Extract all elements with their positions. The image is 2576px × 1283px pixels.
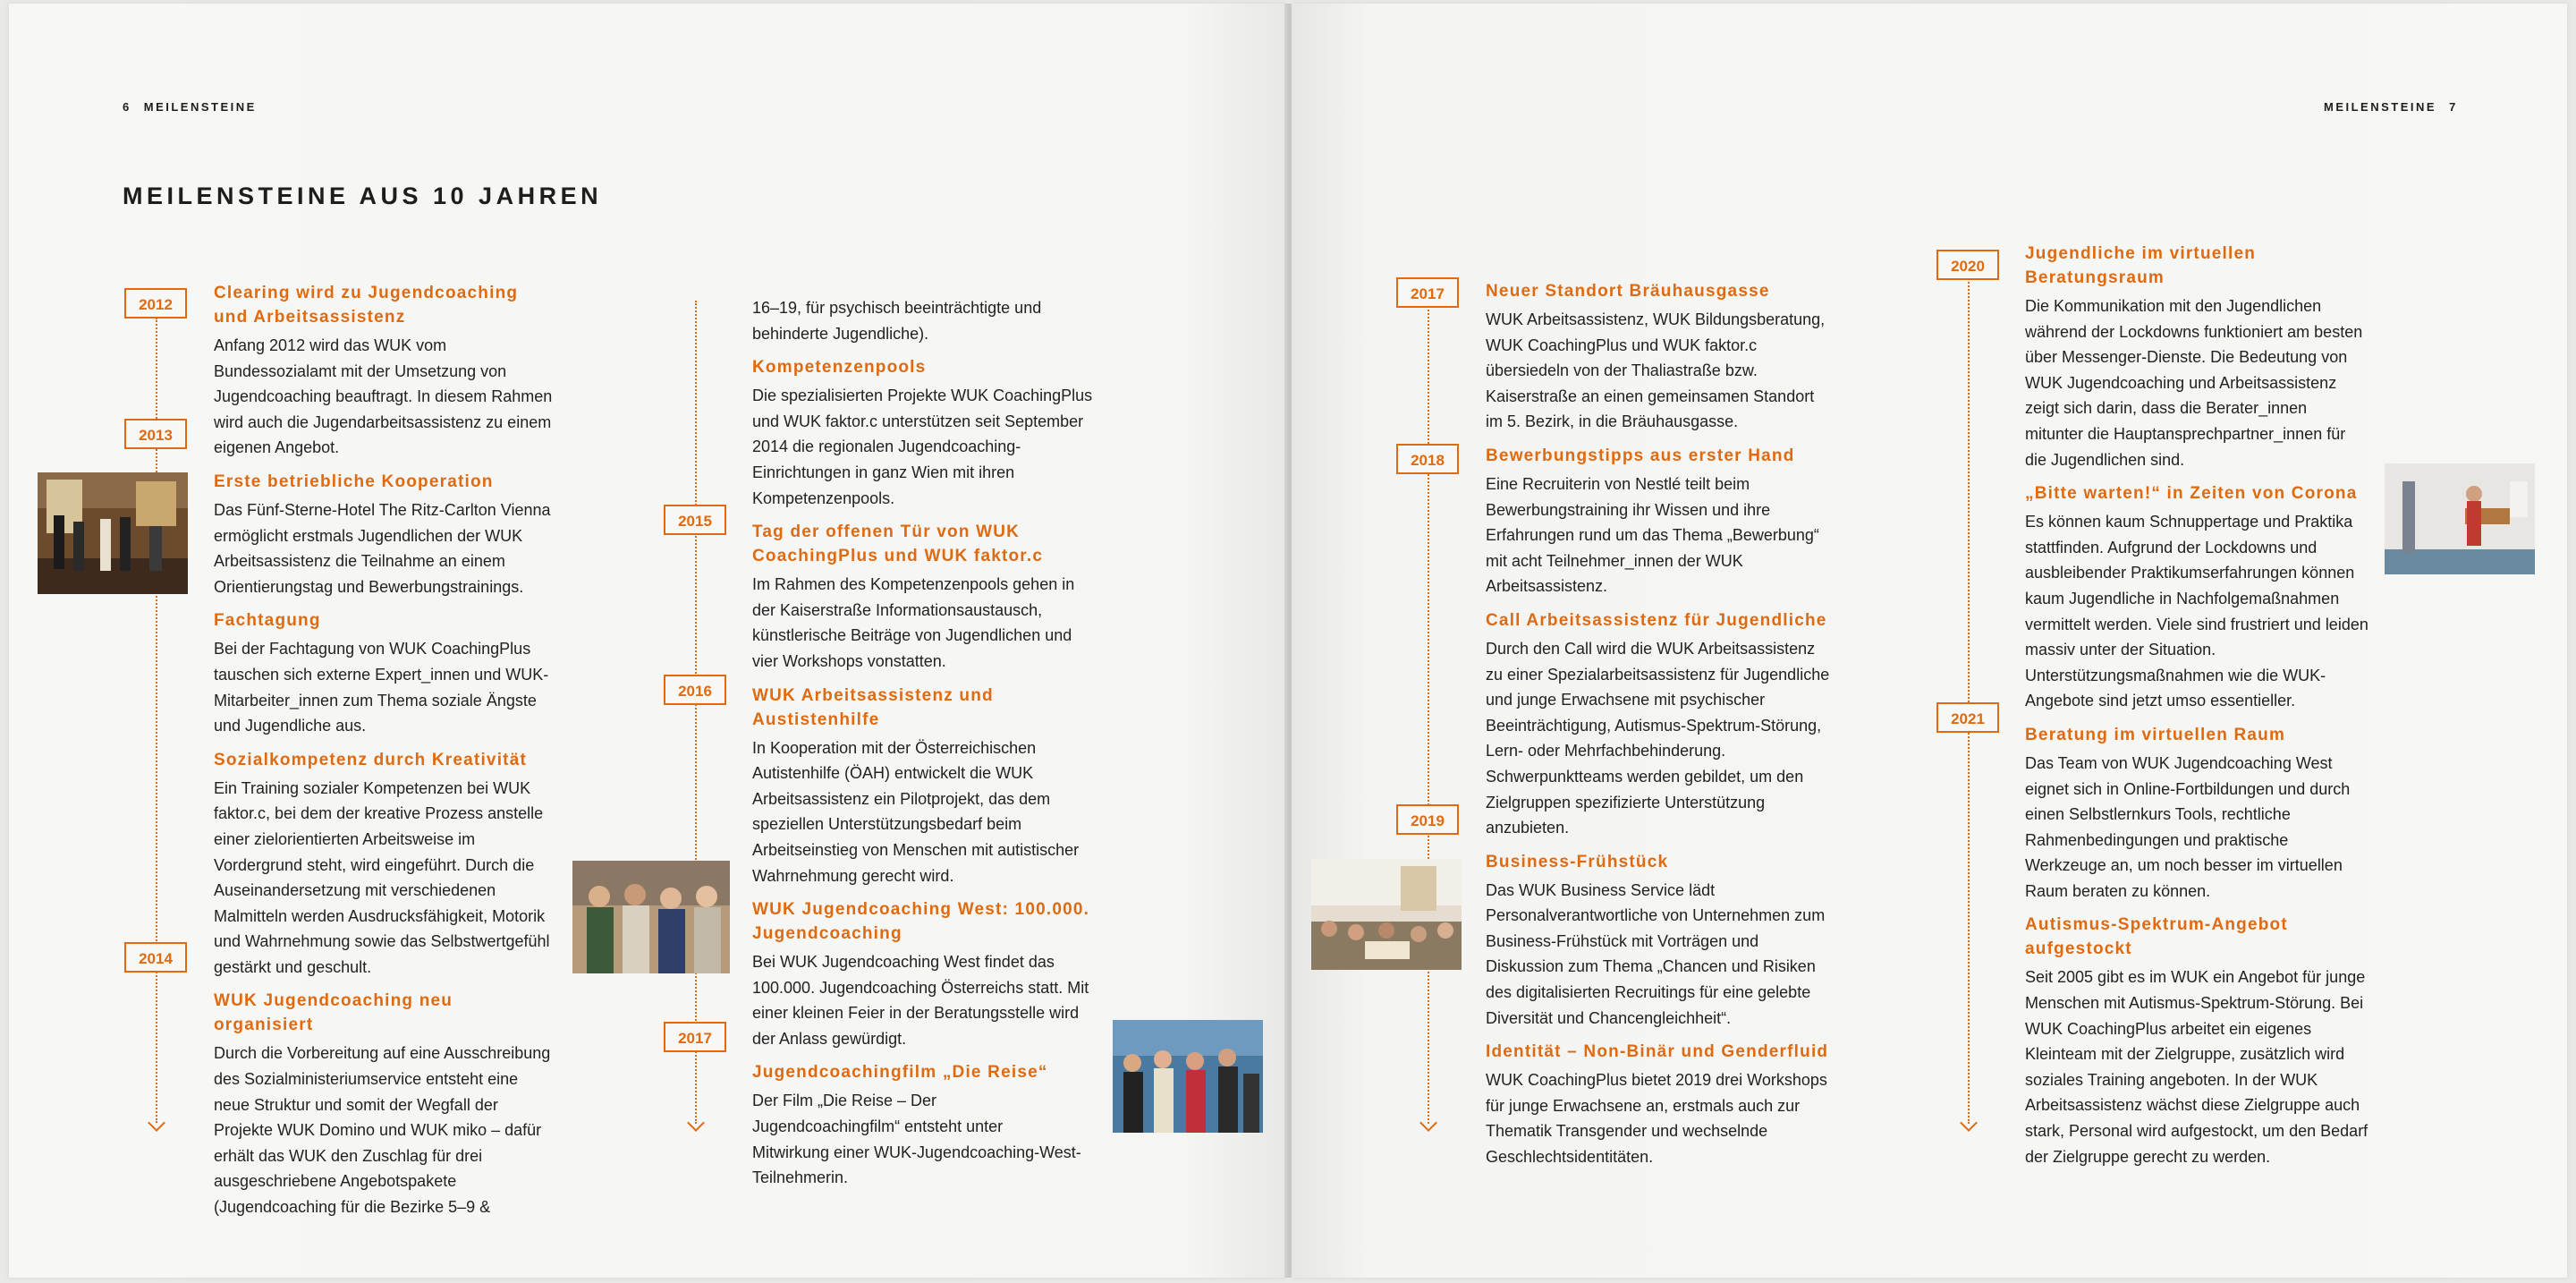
milestone-text: Eine Recruiterin von Nestlé teilt beim Bewerbungstraining ihr Wissen und ihre Erfahrungen rund um das Thema „Bewerbung“ mit acht Teilnehmer_innen der WUK Arbeitsassistenz. [1486,474,1819,596]
milestone-entry [214,470,554,599]
year-box-2017: 2017 [1396,277,1459,308]
milestone-text: Das WUK Business Service lädt Personalverantwortliche von Unternehmen zum Business-Frühstück mit Vorträgen und Diskussion zum Thema „Chancen und Risiken des digitalisierten Recruitings für eine gelebte Diversität und Chancengleichheit“. [1486,880,1826,1027]
milestone-text: Ein Training sozialer Kompetenzen bei WUK faktor.c, bei dem der kreative Prozess anstelle einer zielorientierten Arbeitsweise im Vordergrund steht, wird eingeführt. Durch die Auseinandersetzung mit verschiedenen Malmitteln werden Ausdrucksfähigkeit, Motorik und Wahrnehmung sowie das Selbstwertgefühl gestärkt und geschult. [214,778,550,976]
column-1 [214,281,554,1229]
page-number-right: 7 [2449,100,2458,114]
milestone-entry [2025,242,2369,472]
milestone-text: Bei WUK Jugendcoaching West findet das 100.000. Jugendcoaching Österreichs statt. Mit einer kleinen Feier in der Beratungsstelle wird der Anlass gewürdigt. [752,953,1089,1048]
milestone-text: Die spezialisierten Projekte WUK CoachingPlus und WUK faktor.c unterstützen seit September 2014 die regionalen Jugendcoaching-Einrichtungen in ganz Wien mit ihren Kompetenzenpools. [752,387,1093,507]
photo-business-breakfast [1311,859,1462,970]
year-box-2020: 2020 [1936,250,1999,280]
milestone-heading: Sozialkompetenz durch Kreativität [214,750,528,769]
column-3 [1486,279,1830,1179]
milestone-text: WUK Arbeitsassistenz, WUK Bildungsberatung, WUK CoachingPlus und WUK faktor.c übersiedeln von der Thaliastraße bzw. Kaiserstraße an einen gemeinsamen Standort im 5. Bezirk, in die Bräuhausgasse. [1486,310,1826,431]
year-box-2013: 2013 [124,419,187,449]
right-page [1292,4,2567,1278]
milestone-heading: Neuer Standort Bräuhausgasse [1486,282,1770,301]
milestone-heading: Autismus-Spektrum-Angebot aufgestockt [2025,915,2288,959]
milestone-entry [1486,444,1830,599]
milestone-text: 16–19, für psychisch beeinträchtigte und behinderte Jugendliche). [752,299,1042,343]
milestone-entry [752,684,1097,889]
milestone-entry [1486,279,1830,435]
milestone-text: Bei der Fachtagung von WUK CoachingPlus tauschen sich externe Expert_innen und WUK-Mitarbeiter_innen zum Thema soziale Ängste und Jugendliche aus. [214,640,549,735]
milestone-text: In Kooperation mit der Österreichischen Autistenhilfe (ÖAH) entwickelt die WUK Arbeitsassistenz ein Pilotprojekt, das dem speziellen Unterstützungsbedarf beim Arbeitseinstieg von Menschen mit autistischer Wahrnehmung gerecht wird. [752,738,1080,885]
milestone-entry [2025,481,2369,714]
running-title-left: MEILENSTEINE [143,100,257,114]
running-head-left [123,100,257,114]
photo-hotel-lobby [38,472,188,594]
milestone-heading: „Bitte warten!“ in Zeiten von Corona [2025,484,2358,504]
milestone-entry [752,355,1097,511]
milestone-heading: Identität – Non-Binär und Genderfluid [1486,1042,1829,1062]
milestone-entry [752,520,1097,674]
milestone-heading: Fachtagung [214,611,321,631]
milestone-heading: Business-Frühstück [1486,852,1669,871]
milestone-heading: Erste betriebliche Kooperation [214,472,494,491]
year-box-2021: 2021 [1936,702,1999,733]
milestone-text: Das Fünf-Sterne-Hotel The Ritz-Carlton Vienna ermöglicht erstmals Jugendlichen der WUK Arbeitsassistenz die Teilnahme an einem Orientierungstag und Bewerbungstrainings. [214,500,551,596]
page-title: MEILENSTEINE AUS 10 JAHREN [123,183,603,209]
milestone-text: WUK CoachingPlus bietet 2019 drei Workshops für junge Erwachsene an, erstmals auch zur Thematik Transgender und wechselnde Geschlechtsidentitäten. [1486,1071,1827,1167]
milestone-heading: Jugendliche im virtuellen Beratungsraum [2025,244,2257,287]
year-box-2018: 2018 [1396,444,1459,474]
year-box-2015: 2015 [664,505,726,535]
milestone-heading: Bewerbungstipps aus erster Hand [1486,446,1795,465]
timeline-line-4 [1968,265,1970,1124]
page-number-left: 6 [123,100,131,114]
milestone-text: Durch den Call wird die WUK Arbeitsassistenz zu einer Spezialarbeitsassistenz für Jugendliche und junge Erwachsene mit psychischer Beeinträchtigung, Autismus-Spektrum-Störung, Lern- oder Mehrfachbehinderung. Schwerpunktteams werden gebildet, um den Zielgruppen spezifizierte Unterstützung anzubieten. [1486,639,1830,837]
milestone-text: Es können kaum Schnuppertage und Praktika stattfinden. Aufgrund der Lockdowns und ausbleibender Praktikumserfahrungen können kaum Jugendliche in Nachfolgemaßnahmen vermittelt werden. Viele sind frustriert und leiden massiv unter der Situation. Unterstützungsmaßnahmen wie die WUK-Angebote sind jetzt umso essentieller. [2025,513,2368,710]
milestone-entry [214,281,554,461]
photo-open-day [572,861,730,973]
milestone-heading: WUK Jugendcoaching West: 100.000. Jugendcoaching [752,900,1090,944]
milestone-entry [1486,608,1830,841]
milestone-entry [752,295,1097,346]
year-box-2016: 2016 [664,675,726,705]
milestone-text: Im Rahmen des Kompetenzenpools gehen in der Kaiserstraße Informationsaustausch, künstlerische Beiträge von Jugendlichen und vier Workshops vonstatten. [752,575,1075,670]
milestone-entry [214,989,554,1219]
column-2 [752,295,1097,1200]
milestone-entry [214,608,554,738]
column-4 [2025,242,2369,1178]
timeline-line-3 [1428,292,1429,1124]
milestone-entry [1486,850,1830,1032]
milestone-text: Die Kommunikation mit den Jugendlichen während der Lockdowns funktioniert am besten über Messenger-Dienste. Die Bedeutung von WUK Jugendcoaching und Arbeitsassistenz zeigt sich darin, dass die Berater_innen mitunter die Hauptansprechpartner_innen für die Jugendlichen sind. [2025,297,2363,469]
milestone-heading: Tag der offenen Tür von WUK CoachingPlus und WUK faktor.c [752,523,1044,566]
year-box-2017a: 2017 [664,1022,726,1052]
milestone-heading: Call Arbeitsassistenz für Jugendliche [1486,610,1827,630]
milestone-text: Durch die Vorbereitung auf eine Ausschreibung des Sozialministeriumservice entsteht eine neue Struktur und somit der Wegfall der Projekte WUK Domino und WUK miko – dafür erhält das WUK den Zuschlag für drei ausgeschriebene Angebotspakete (Jugendcoaching für die Bezirke 5–9 & [214,1044,551,1217]
milestone-heading: Kompetenzenpools [752,358,927,378]
year-box-2014: 2014 [124,942,187,973]
timeline-line-2 [695,301,697,1124]
photo-film-team [1113,1020,1263,1133]
milestone-heading: Jugendcoachingfilm „Die Reise“ [752,1063,1048,1083]
milestone-entry [752,1060,1092,1190]
milestone-text: Der Film „Die Reise – Der Jugendcoachingfilm“ entsteht unter Mitwirkung einer WUK-Jugendcoaching-West-Teilnehmerin. [752,1092,1081,1187]
milestone-heading: Beratung im virtuellen Raum [2025,725,2286,744]
milestone-text: Anfang 2012 wird das WUK vom Bundessozialamt mit der Umsetzung von Jugendcoaching beauftragt. In diesem Rahmen wird auch die Jugendarbeitsassistenz zu einem eigenen Angebot. [214,336,553,457]
milestone-entry [2025,913,2369,1169]
running-title-right: MEILENSTEINE [2324,100,2437,114]
milestone-heading: WUK Arbeitsassistenz und Austistenhilfe [752,685,994,729]
milestone-entry [214,748,554,981]
running-head-right [2324,100,2458,114]
milestone-text: Das Team von WUK Jugendcoaching West eignet sich in Online-Fortbildungen und durch einen Selbstlernkurs Tools, rechtliche Rahmenbedingungen und praktische Werkzeuge an, um noch besser im virtuellen Raum beraten zu können. [2025,753,2351,900]
milestone-entry [752,897,1097,1051]
year-box-2012: 2012 [124,288,187,319]
photo-waiting-room [2385,463,2535,574]
milestone-heading: WUK Jugendcoaching neu organisiert [214,991,453,1035]
year-box-2019: 2019 [1396,804,1459,835]
milestone-text: Seit 2005 gibt es im WUK ein Angebot für junge Menschen mit Autismus-Spektrum-Störung. Bei WUK CoachingPlus arbeitet ein eigenes Kleinteam mit der Zielgruppe, zusätzlich wird soziales Training angeboten. In der WUK Arbeitsassistenz wächst diese Zielgruppe auch stark, Personal wird aufgestockt, um den Bedarf der Zielgruppe gerecht zu werden. [2025,968,2368,1166]
milestone-heading: Clearing wird zu Jugendcoaching und Arbeitsassistenz [214,284,519,327]
milestone-entry [1486,1040,1830,1169]
milestone-entry [2025,723,2369,905]
